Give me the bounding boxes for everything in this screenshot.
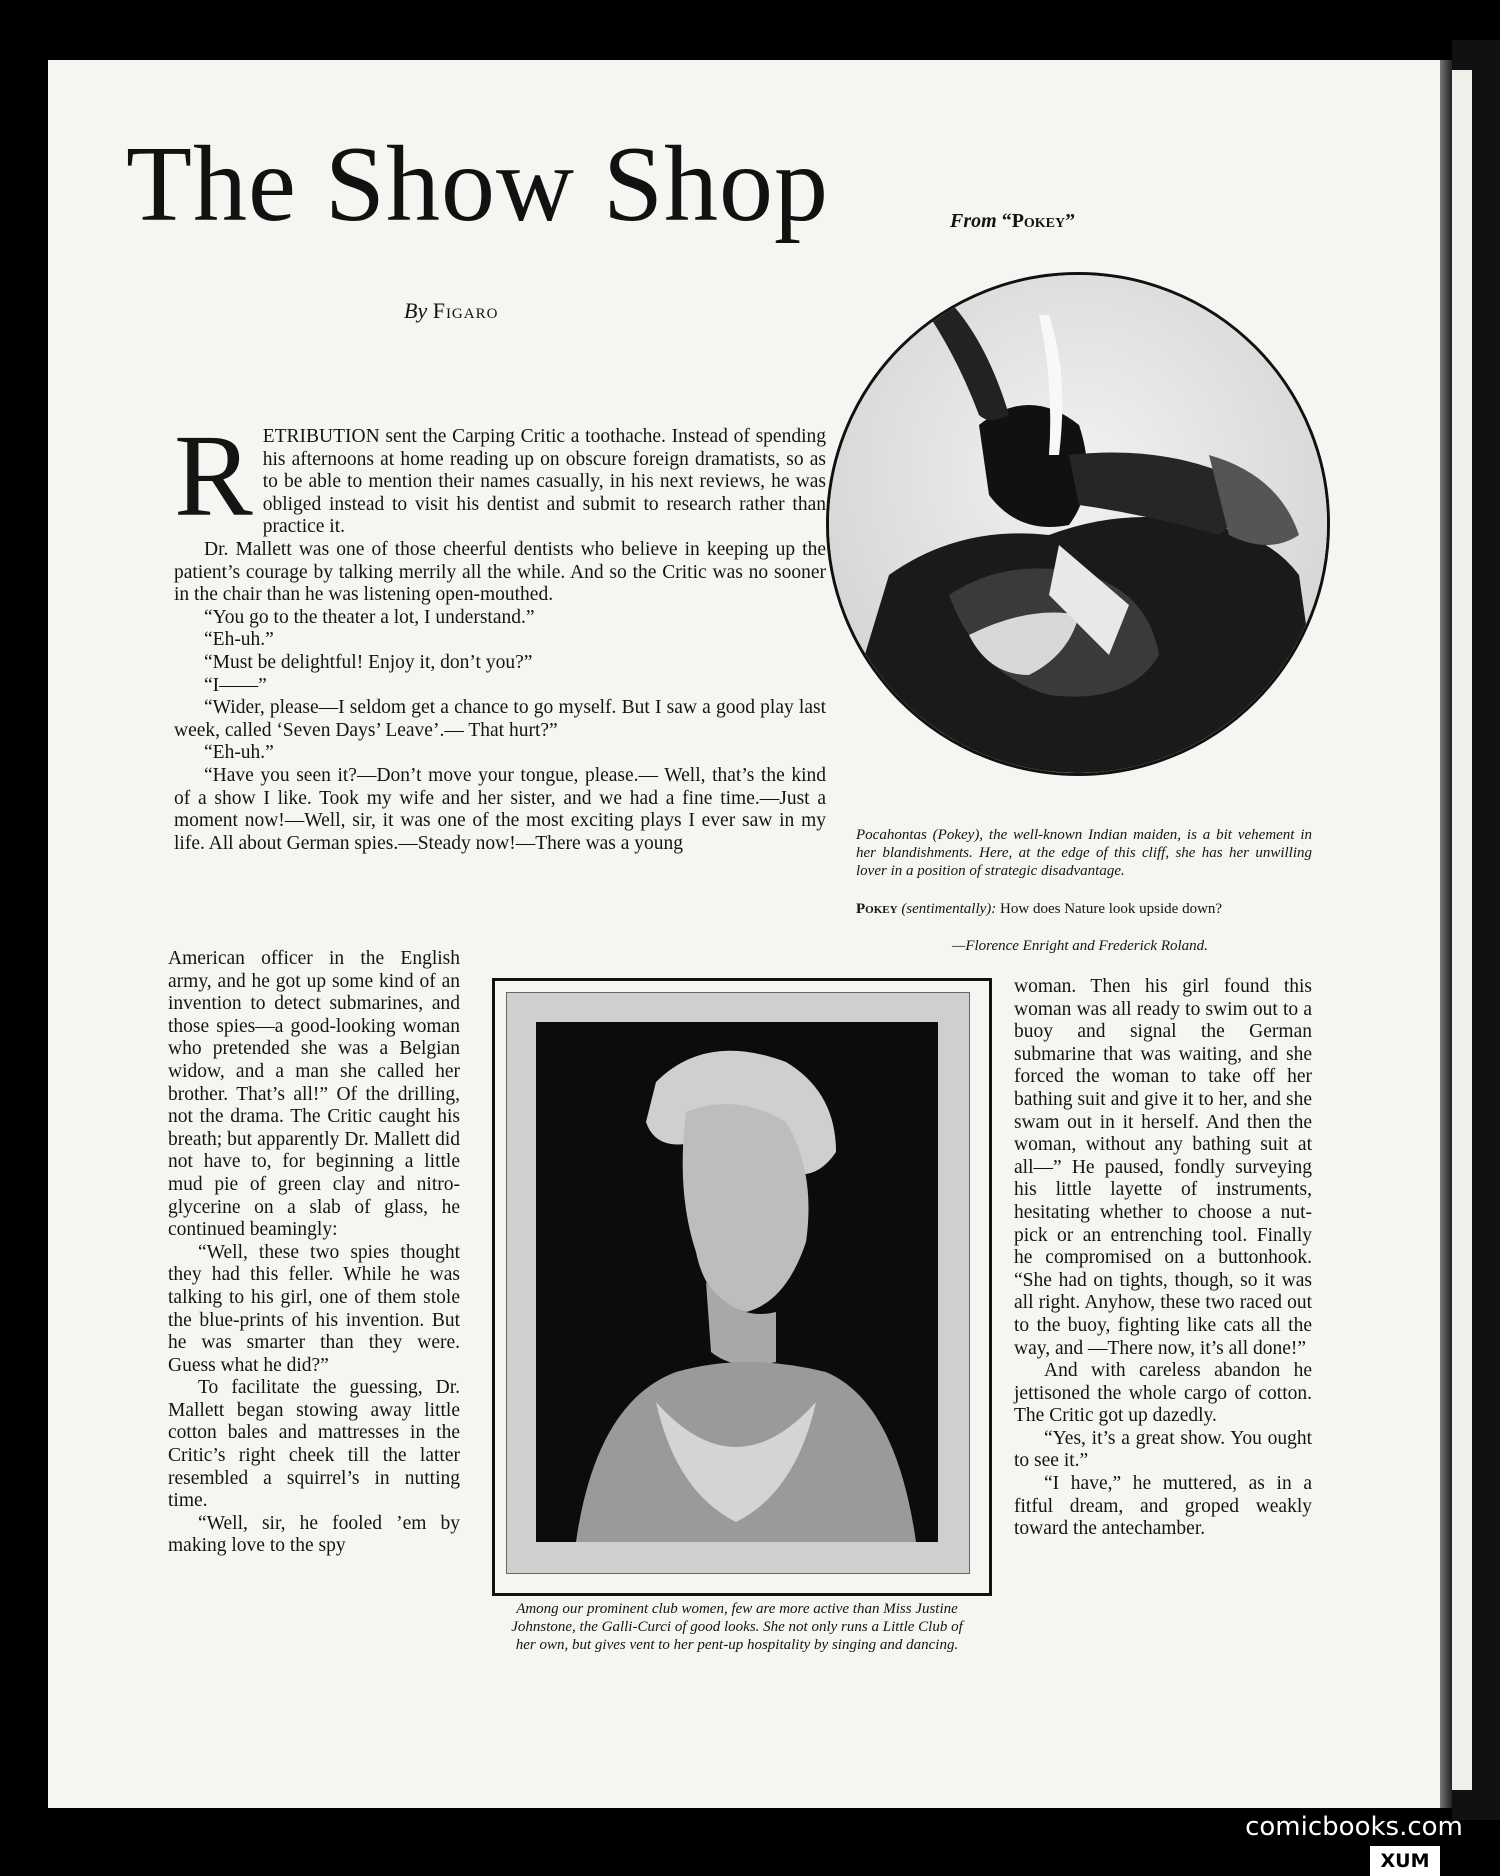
facing-page-strip [1450,70,1472,1790]
article-column-top [174,410,826,855]
pocahontas-photo [826,272,1330,776]
left-paragraph-3: To facilitate the guessing, Dr. Mallett began stowing away little cotton bales and mattresses in the Critic’s right cheek till the latter resembled a squirrel’s in nutting time. [168,1377,460,1512]
article-paragraph-4: “Eh-uh.” [204,629,274,651]
article-paragraph-1-text: ETRIBUTION sent the Carping Critic a toothache. Instead of spending his afternoons at home reading up on obscure foreign dramatists, so as to be able to mention their names casually, in his next reviews, he was obliged instead to visit his dentist and submit to research rather than practice it. [262,426,826,538]
article-column-left [168,948,460,1558]
page-gutter [1440,60,1452,1808]
page-title: The Show Shop [126,125,830,244]
drop-cap: R [174,410,253,541]
right-paragraph-2: And with careless abandon he jettisoned the whole cargo of cotton. The Critic got up dazedly. [1014,1360,1312,1427]
article-paragraph-8: “Eh-uh.” [204,742,274,764]
left-paragraph-2: “Well, these two spies thought they had this feller. While he was talking to his girl, one of them stole the blue-prints of his invention. But he was smarter than they were. Guess what he did?” [168,1241,460,1376]
byline-author: Figaro [432,298,499,323]
byline [404,298,498,324]
right-paragraph-3: “Yes, it’s a great show. You ought to see it.” [1014,1427,1312,1472]
article-column-right [1014,976,1312,1541]
left-paragraph-1: American officer in the English army, and he got up some kind of an invention to detect submarines, and those spies—a good-looking woman who pretended she was a Belgian widow, and a man she called her brother. That’s all!” Of the drilling, not the drama. The Critic caught his breath; but apparently Dr. Mallett did not have to, for beginning a little mud pie of green clay and nitro-glycerine on a slab of glass, he continued beamingly: [168,948,460,1241]
photo-credits: —Florence Enright and Frederick Roland. [952,938,1208,954]
article-paragraph-7: “Wider, please—I seldom get a chance to go myself. But I saw a good play last week, called ‘Seven Days’ Leave’.— That hurt?” [174,697,826,741]
article-paragraph-6: “I——” [204,674,267,696]
pocahontas-photo-art [829,275,1327,773]
article-paragraph-5: “Must be delightful! Enjoy it, don’t you?” [204,651,533,673]
article-paragraph-2: Dr. Mallett was one of those cheerful dentists who believe in keeping up the patient’s courage by talking merrily all the while. And so the Critic was no sooner in the chair than he was listening open-mouthed. [174,538,826,606]
portrait-caption: Among our prominent club women, few are more active than Miss Justine Johnstone, the Galli-Curci of good looks. She not only runs a Little Club of her own, but gives vent to her pent-up hospitality by singing and dancing. [511,1601,963,1653]
right-paragraph-4: “I have,” he muttered, as in a fitful dream, and groped weakly toward the antechamber. [1014,1473,1312,1540]
watermark-site: comicbooks.com [1245,1812,1463,1842]
article-paragraph-9: “Have you seen it?—Don’t move your tongue, please.— Well, that’s the kind of a show I like. Took my wife and her sister, and we had a fine time.—Just a moment now!—Well, sir, it was one of the most exciting plays I ever saw in my life. All about German spies.—Steady now!—There was a young [174,764,826,854]
justine-johnstone-portrait [536,1022,938,1542]
photo-caption-top [856,826,1312,880]
pokey-dialogue [856,900,1312,919]
watermark-logo: XUM [1370,1846,1440,1876]
article-paragraph-1 [174,410,826,541]
pokey-speaker: Pokey [856,901,898,917]
from-credit [950,210,1075,233]
pokey-direction: (sentimentally): [901,901,997,917]
byline-prefix: By [404,298,428,323]
left-paragraph-4: “Well, sir, he fooled ’em by making love to the spy [168,1512,460,1557]
portrait-art [536,1022,938,1542]
photo-caption-top-text: Pocahontas (Pokey), the well-known Indian maiden, is a bit vehement in her blandishments. Here, at the edge of this cliff, she has her unwilling lover in a position of strategic disadvantage. [856,827,1312,879]
article-paragraph-3: “You go to the theater a lot, I understand.” [204,606,535,628]
from-show-name: “Pokey” [1001,210,1076,232]
right-paragraph-1: woman. Then his girl found this woman was all ready to swim out to a buoy and signal the German submarine that was waiting, and she forced the woman to take off her bathing suit and give it to her, and she swam out in it herself. And then the woman, without any bathing suit at all—” He paused, fondly surveying his little layette of instruments, hesitating whether to choose a nut-pick or an entrenching tool. Finally he compromised on a buttonhook. “She had on tights, though, so it was all right. Anyhow, these two raced out to the buoy, fighting like cats all the way, and —There now, it’s all done!” [1014,976,1312,1359]
from-prefix: From [950,210,997,232]
pokey-line-text: How does Nature look upside down? [1000,901,1223,917]
